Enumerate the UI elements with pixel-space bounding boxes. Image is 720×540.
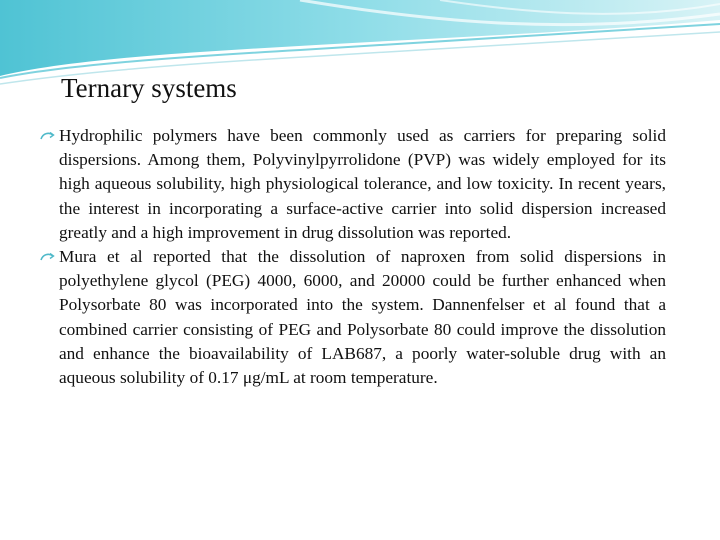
bullet-item xyxy=(40,124,666,245)
slide-title: Ternary systems xyxy=(61,73,237,103)
curved-arrow-bullet-icon xyxy=(40,131,55,141)
bullet-text: Hydrophilic polymers have been commonly used as carriers for preparing solid dispersions. Among them, Polyvinylpyrrolidone (PVP) was widely employed for its high aqueous solubility, high physiological tolerance, and low toxicity. In recent years, the interest in incorporating a surface-active carrier into solid dispersion increased greatly and a high improvement in drug dissolution was reported. xyxy=(59,126,666,242)
bullet-item xyxy=(40,245,666,390)
bullet-text: Mura et al reported that the dissolution of naproxen from solid dispersions in polyethylene glycol (PEG) 4000, 6000, and 20000 could be further enhanced when Polysorbate 80 was incorporated into the system. Dannenfelser et al found that a combined carrier consisting of PEG and Polysorbate 80 could improve the dissolution and enhance the bioavailability of LAB687, a poorly water-soluble drug with an aqueous solubility of 0.17 μg/mL at room temperature. xyxy=(59,247,666,388)
curved-arrow-bullet-icon xyxy=(40,252,55,262)
bullet-list xyxy=(40,124,666,390)
